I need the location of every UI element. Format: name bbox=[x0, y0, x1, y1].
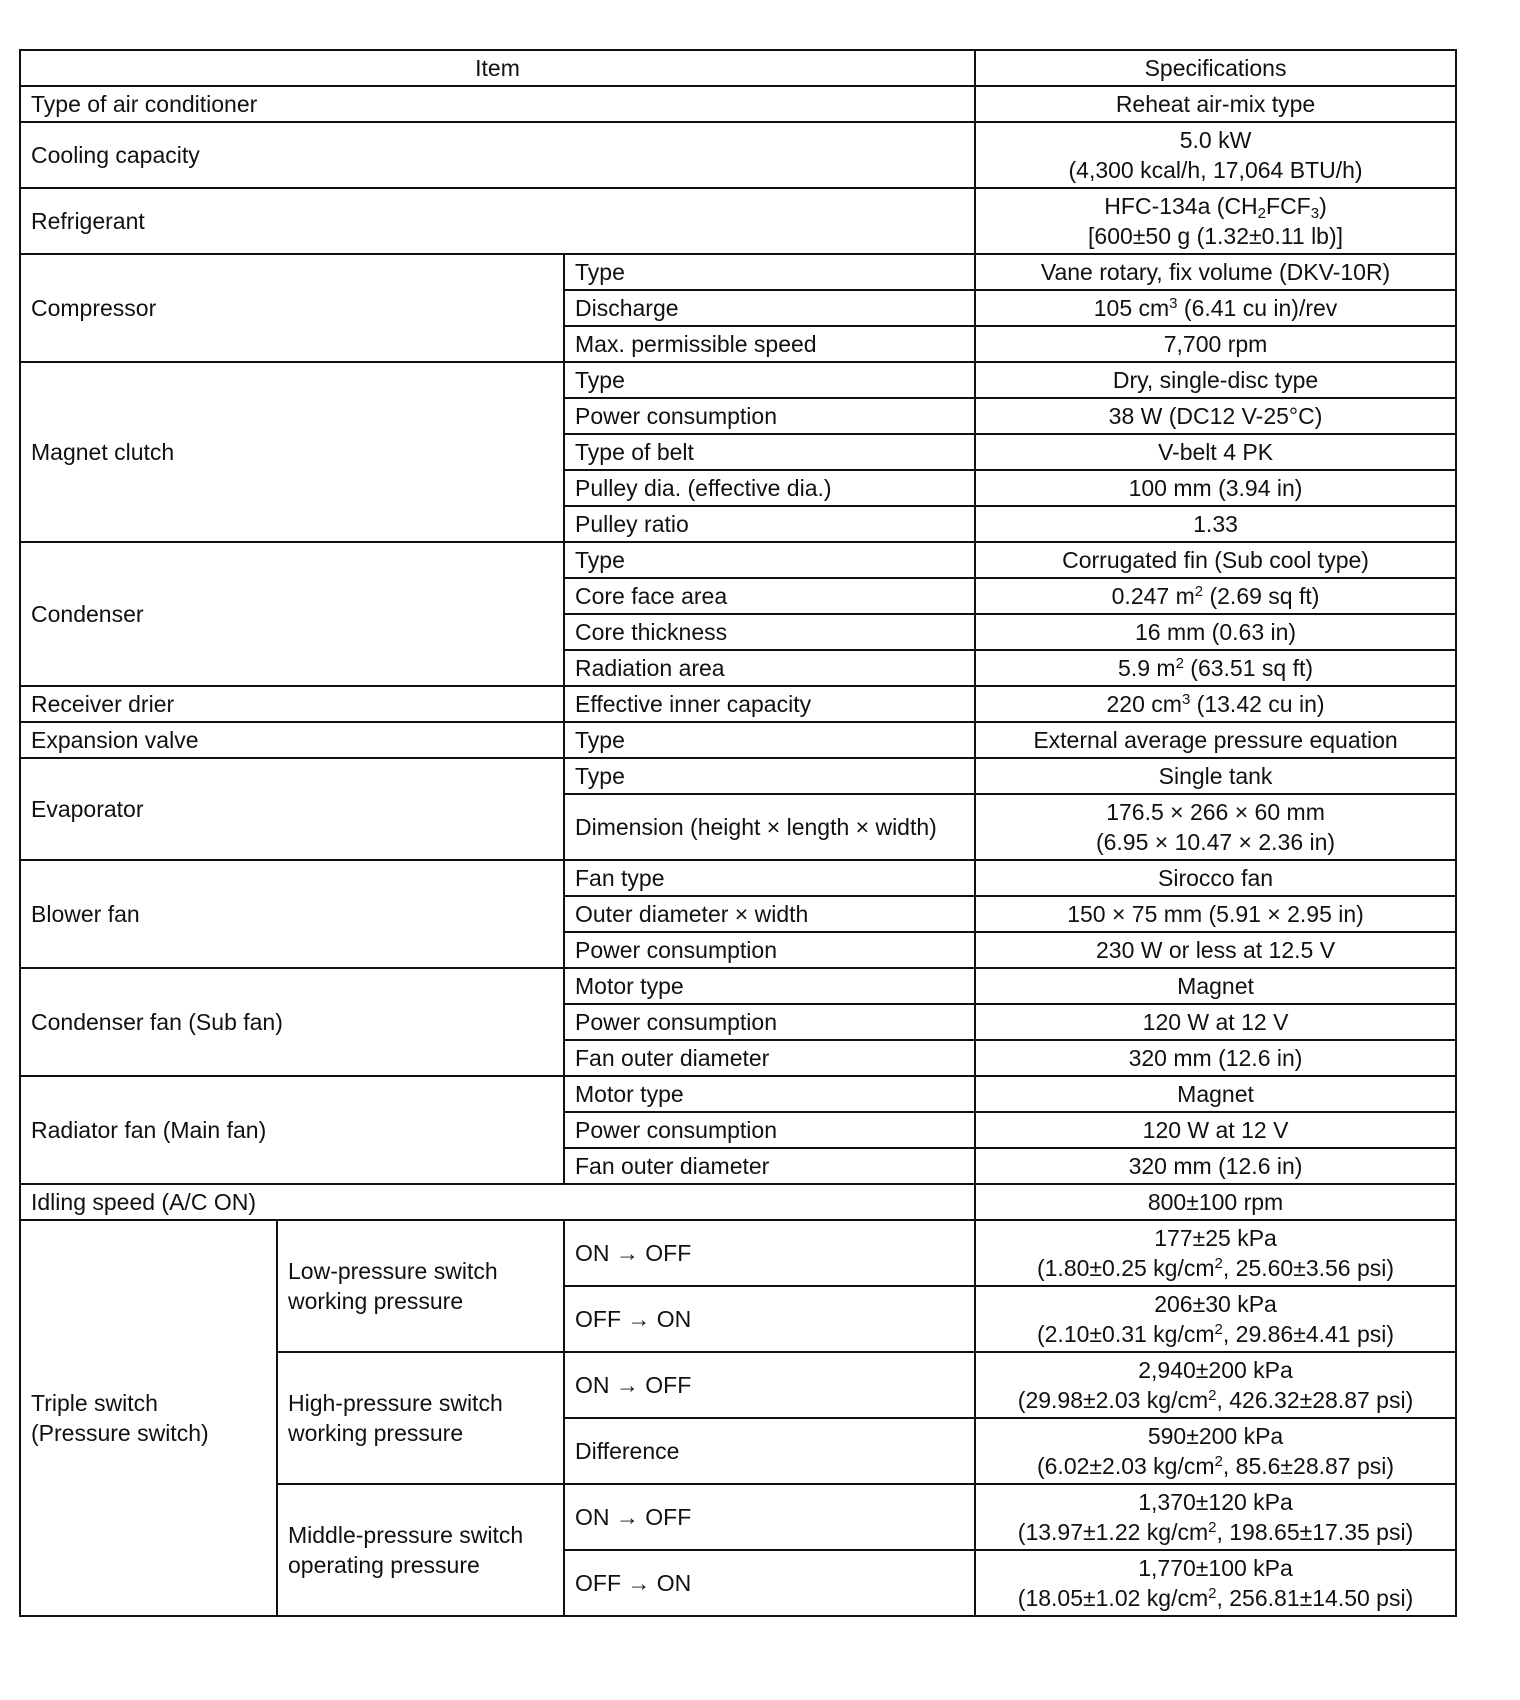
text-part: (63.51 sq ft) bbox=[1183, 655, 1314, 681]
spec-value: Reheat air-mix type bbox=[975, 86, 1456, 122]
sub-item-label: Dimension (height × length × width) bbox=[564, 794, 975, 860]
spec-value: 38 W (DC12 V-25°C) bbox=[975, 398, 1456, 434]
row-label: Radiator fan (Main fan) bbox=[20, 1076, 564, 1184]
row-label: Idling speed (A/C ON) bbox=[20, 1184, 975, 1220]
table-row bbox=[20, 968, 1456, 1004]
spec-value: 320 mm (12.6 in) bbox=[975, 1040, 1456, 1076]
sub-item-label: Type bbox=[564, 362, 975, 398]
spec-value bbox=[975, 1286, 1456, 1352]
spec-value-line bbox=[986, 1517, 1445, 1547]
superscript: 2 bbox=[1214, 1453, 1223, 1470]
sub-item-label: Type of belt bbox=[564, 434, 975, 470]
sub-item-label: ON → OFF bbox=[564, 1484, 975, 1550]
table-row bbox=[20, 1220, 1456, 1286]
label-line: Middle-pressure switch bbox=[288, 1522, 524, 1548]
spec-value bbox=[975, 1352, 1456, 1418]
sub-item-label: ON → OFF bbox=[564, 1220, 975, 1286]
table-row bbox=[20, 86, 1456, 122]
spec-value: 320 mm (12.6 in) bbox=[975, 1148, 1456, 1184]
text-part: , 29.86±4.41 psi) bbox=[1222, 1321, 1395, 1347]
spec-value-line: (4,300 kcal/h, 17,064 BTU/h) bbox=[1068, 157, 1363, 183]
text-part: (2.69 sq ft) bbox=[1203, 583, 1320, 609]
text-part: 0.247 m bbox=[1111, 583, 1195, 609]
superscript: 2 bbox=[1208, 1519, 1217, 1536]
spec-value: 800±100 rpm bbox=[975, 1184, 1456, 1220]
sub-item-label: Fan outer diameter bbox=[564, 1040, 975, 1076]
spec-value: 100 mm (3.94 in) bbox=[975, 470, 1456, 506]
row-label: Evaporator bbox=[20, 758, 564, 860]
text-part: (29.98±2.03 kg/cm bbox=[1017, 1387, 1209, 1413]
text-part: FCF bbox=[1266, 193, 1311, 219]
text-part: (6.41 cu in)/rev bbox=[1177, 295, 1338, 321]
sub-item-label: Pulley ratio bbox=[564, 506, 975, 542]
spec-value-line bbox=[986, 1319, 1445, 1349]
sub-item-label: Type bbox=[564, 758, 975, 794]
sub-item-label: Radiation area bbox=[564, 650, 975, 686]
row-label: Magnet clutch bbox=[20, 362, 564, 542]
spec-value: V-belt 4 PK bbox=[975, 434, 1456, 470]
spec-value-line: 590±200 kPa bbox=[1147, 1423, 1284, 1449]
text-part: (2.10±0.31 kg/cm bbox=[1036, 1321, 1215, 1347]
sub-item-label: Power consumption bbox=[564, 932, 975, 968]
label-line: Triple switch bbox=[31, 1390, 158, 1416]
spec-value: Dry, single-disc type bbox=[975, 362, 1456, 398]
subscript: 2 bbox=[1257, 205, 1267, 222]
spec-value: Magnet bbox=[975, 968, 1456, 1004]
row-label: Receiver drier bbox=[20, 686, 564, 722]
spec-value bbox=[975, 122, 1456, 188]
sub-item-label: Type bbox=[564, 542, 975, 578]
spec-value: 7,700 rpm bbox=[975, 326, 1456, 362]
superscript: 2 bbox=[1214, 1255, 1223, 1272]
spec-value: Magnet bbox=[975, 1076, 1456, 1112]
sub-item-label: Motor type bbox=[564, 968, 975, 1004]
sub-item-label: Power consumption bbox=[564, 1112, 975, 1148]
spec-value: 16 mm (0.63 in) bbox=[975, 614, 1456, 650]
spec-value-line: 176.5 × 266 × 60 mm bbox=[1106, 799, 1325, 825]
sub-item-label: Fan type bbox=[564, 860, 975, 896]
label-line: working pressure bbox=[288, 1288, 464, 1314]
row-label bbox=[20, 1220, 277, 1616]
text-part: , 426.32±28.87 psi) bbox=[1216, 1387, 1414, 1413]
table-row bbox=[20, 860, 1456, 896]
spec-value bbox=[975, 1418, 1456, 1484]
spec-value: Corrugated fin (Sub cool type) bbox=[975, 542, 1456, 578]
text-part: 105 cm bbox=[1093, 295, 1170, 321]
superscript: 3 bbox=[1169, 295, 1178, 312]
row-label: Cooling capacity bbox=[20, 122, 975, 188]
item-header: Item bbox=[20, 50, 975, 86]
row-label: Blower fan bbox=[20, 860, 564, 968]
text-part: 5.9 m bbox=[1118, 655, 1176, 681]
sub-item-label: Outer diameter × width bbox=[564, 896, 975, 932]
text-part: (13.97±1.22 kg/cm bbox=[1017, 1519, 1209, 1545]
sub-item-label: Fan outer diameter bbox=[564, 1148, 975, 1184]
text-part: 220 cm bbox=[1106, 691, 1182, 717]
table-row bbox=[20, 1076, 1456, 1112]
text-part: , 85.6±28.87 psi) bbox=[1222, 1453, 1395, 1479]
row-label: Condenser bbox=[20, 542, 564, 686]
sub-item-label: Power consumption bbox=[564, 1004, 975, 1040]
spec-value: 120 W at 12 V bbox=[975, 1112, 1456, 1148]
table-row bbox=[20, 362, 1456, 398]
superscript: 2 bbox=[1194, 583, 1204, 600]
superscript: 2 bbox=[1175, 655, 1184, 672]
group-label bbox=[277, 1220, 564, 1352]
table-row bbox=[20, 686, 1456, 722]
row-label: Expansion valve bbox=[20, 722, 564, 758]
text-part: , 198.65±17.35 psi) bbox=[1216, 1519, 1414, 1545]
spec-value: External average pressure equation bbox=[975, 722, 1456, 758]
spec-value bbox=[975, 1550, 1456, 1616]
text-part: (13.42 cu in) bbox=[1190, 691, 1325, 717]
row-label: Refrigerant bbox=[20, 188, 975, 254]
spec-value: 150 × 75 mm (5.91 × 2.95 in) bbox=[975, 896, 1456, 932]
spec-value-line: [600±50 g (1.32±0.11 lb)] bbox=[1088, 223, 1344, 249]
specifications-header: Specifications bbox=[975, 50, 1456, 86]
spec-value bbox=[975, 290, 1456, 326]
table-row bbox=[20, 722, 1456, 758]
superscript: 3 bbox=[1181, 691, 1191, 708]
spec-value-line bbox=[986, 1451, 1445, 1481]
spec-value bbox=[975, 578, 1456, 614]
spec-value bbox=[975, 188, 1456, 254]
table-row bbox=[20, 254, 1456, 290]
spec-value bbox=[975, 1484, 1456, 1550]
sub-item-label: Difference bbox=[564, 1418, 975, 1484]
superscript: 2 bbox=[1214, 1321, 1223, 1338]
row-label: Condenser fan (Sub fan) bbox=[20, 968, 564, 1076]
superscript: 2 bbox=[1208, 1387, 1217, 1404]
text-part: (18.05±1.02 kg/cm bbox=[1017, 1585, 1209, 1611]
spec-value-line: 206±30 kPa bbox=[1154, 1291, 1277, 1317]
text-part: , 256.81±14.50 psi) bbox=[1216, 1585, 1414, 1611]
sub-item-label: Effective inner capacity bbox=[564, 686, 975, 722]
sub-item-label: Type bbox=[564, 254, 975, 290]
label-line: working pressure bbox=[288, 1420, 464, 1446]
sub-item-label: OFF → ON bbox=[564, 1286, 975, 1352]
spec-value-line: 2,940±200 kPa bbox=[1138, 1357, 1293, 1383]
header-row bbox=[20, 50, 1456, 86]
spec-value: Single tank bbox=[975, 758, 1456, 794]
table-row bbox=[20, 1184, 1456, 1220]
spec-value-line bbox=[986, 1385, 1445, 1415]
sub-item-label: Motor type bbox=[564, 1076, 975, 1112]
row-label: Type of air conditioner bbox=[20, 86, 975, 122]
spec-value: Sirocco fan bbox=[975, 860, 1456, 896]
text-part: (1.80±0.25 kg/cm bbox=[1036, 1255, 1215, 1281]
spec-value bbox=[975, 794, 1456, 860]
sub-item-label: Pulley dia. (effective dia.) bbox=[564, 470, 975, 506]
specifications-table bbox=[19, 49, 1457, 1617]
sub-item-label: Type bbox=[564, 722, 975, 758]
spec-value: 120 W at 12 V bbox=[975, 1004, 1456, 1040]
label-line: operating pressure bbox=[288, 1552, 480, 1578]
spec-value-line: 5.0 kW bbox=[1179, 127, 1252, 153]
table-row bbox=[20, 758, 1456, 794]
spec-value: 1.33 bbox=[975, 506, 1456, 542]
spec-value-line bbox=[986, 1253, 1445, 1283]
subscript: 3 bbox=[1310, 205, 1320, 222]
spec-value-line: 1,370±120 kPa bbox=[1138, 1489, 1293, 1515]
sub-item-label: Max. permissible speed bbox=[564, 326, 975, 362]
spec-value-line bbox=[986, 191, 1445, 221]
sub-item-label: OFF → ON bbox=[564, 1550, 975, 1616]
sub-item-label: ON → OFF bbox=[564, 1352, 975, 1418]
group-label bbox=[277, 1352, 564, 1484]
label-line: Low-pressure switch bbox=[288, 1258, 498, 1284]
group-label bbox=[277, 1484, 564, 1616]
spec-value-line: (6.95 × 10.47 × 2.36 in) bbox=[1095, 829, 1336, 855]
text-part: ) bbox=[1319, 193, 1327, 219]
spec-value bbox=[975, 1220, 1456, 1286]
sub-item-label: Core face area bbox=[564, 578, 975, 614]
spec-value-line: 177±25 kPa bbox=[1154, 1225, 1277, 1251]
superscript: 2 bbox=[1208, 1585, 1217, 1602]
table-row bbox=[20, 542, 1456, 578]
text-part: (6.02±2.03 kg/cm bbox=[1036, 1453, 1215, 1479]
text-part: , 25.60±3.56 psi) bbox=[1222, 1255, 1395, 1281]
sub-item-label: Power consumption bbox=[564, 398, 975, 434]
table-row bbox=[20, 122, 1456, 188]
table-row bbox=[20, 188, 1456, 254]
label-line: (Pressure switch) bbox=[31, 1420, 209, 1446]
spec-value: Vane rotary, fix volume (DKV-10R) bbox=[975, 254, 1456, 290]
text-part: HFC-134a (CH bbox=[1104, 193, 1258, 219]
sub-item-label: Discharge bbox=[564, 290, 975, 326]
spec-value bbox=[975, 686, 1456, 722]
sub-item-label: Core thickness bbox=[564, 614, 975, 650]
spec-value: 230 W or less at 12.5 V bbox=[975, 932, 1456, 968]
row-label: Compressor bbox=[20, 254, 564, 362]
spec-value-line: 1,770±100 kPa bbox=[1138, 1555, 1293, 1581]
spec-value bbox=[975, 650, 1456, 686]
label-line: High-pressure switch bbox=[288, 1390, 503, 1416]
spec-value-line bbox=[986, 1583, 1445, 1613]
